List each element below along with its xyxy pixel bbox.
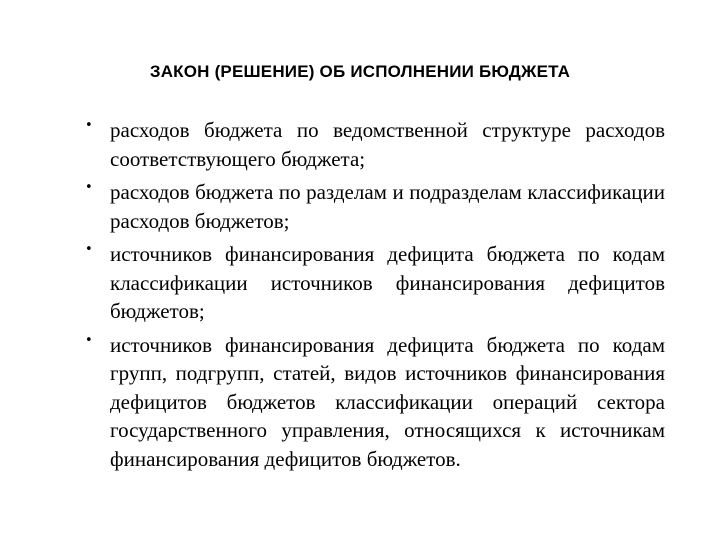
- list-item-text: источников финансирования дефицита бюджета по кодам классификации источников финансирования дефицитов бюджетов;: [110, 242, 665, 323]
- list-item: [80, 116, 665, 173]
- slide-title: ЗАКОН (РЕШЕНИЕ) ОБ ИСПОЛНЕНИИ БЮДЖЕТА: [149, 62, 571, 81]
- bullet-icon: •: [85, 118, 93, 133]
- bullet-icon: •: [85, 242, 93, 257]
- bullet-icon: •: [85, 180, 93, 195]
- list-item-text: расходов бюджета по разделам и подразделам классификации расходов бюджетов;: [110, 180, 665, 233]
- bullet-icon: •: [85, 332, 93, 348]
- list-item-text: расходов бюджета по ведомственной структуре расходов соответствующего бюджета;: [110, 118, 665, 171]
- bullet-list: [80, 116, 665, 478]
- list-item: [80, 178, 665, 235]
- list-item-text: источников финансирования дефицита бюджета по кодам групп, подгрупп, статей, видов источников финансирования дефицитов бюджетов классификации операций сектора государственного управления, относящихся к источникам финансирования дефицитов бюджетов.: [110, 332, 665, 471]
- list-item: [80, 331, 665, 474]
- list-item: [80, 240, 665, 326]
